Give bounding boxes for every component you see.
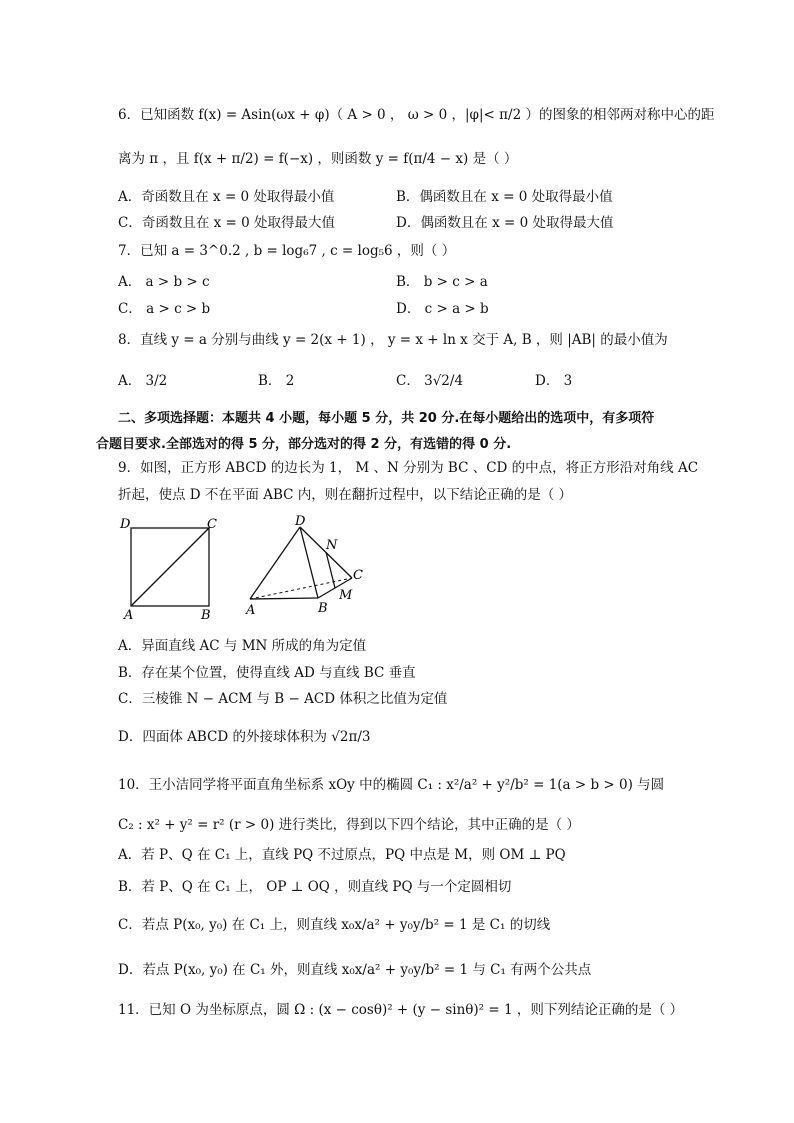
q10-option-a: A．若 P、Q 在 C₁ 上，直线 PQ 不过原点，PQ 中点是 M，则 OM ⊥ PQ (118, 847, 566, 863)
tetrahedron-diagram (245, 514, 363, 618)
q10-option-d: D．若点 P(x₀, y₀) 在 C₁ 外，则直线 x₀x/a² + y₀y/b² = 1 与 C₁ 有两个公共点 (118, 962, 592, 978)
q6-option-a: A．奇函数且在 x = 0 处取得最小值 (118, 189, 335, 205)
label-c: C (207, 517, 217, 532)
label-a: A (124, 608, 134, 622)
q9-option-d: D．四面体 ABCD 的外接球体积为 √2π/3 (118, 729, 371, 745)
square-diagram (119, 517, 217, 622)
q9-stem-line2: 折起，使点 D 不在平面 ABC 内，则在翻折过程中，以下结论正确的是（ ） (118, 487, 573, 503)
q8-option-c: C． 3√2/4 (396, 373, 464, 389)
q10-option-c: C．若点 P(x₀, y₀) 在 C₁ 上，则直线 x₀x/a² + y₀y/b² = 1 是 C₁ 的切线 (118, 917, 551, 933)
q8-option-b: B． 2 (258, 373, 295, 389)
q9-figure (115, 512, 375, 622)
q8-stem: 8．直线 y = a 分别与曲线 y = 2(x + 1) ， y = x + ln x 交于 A, B ，则 |AB| 的最小值为 (118, 332, 668, 348)
label-d2: D (295, 514, 306, 529)
q9-stem-line1: 9．如图，正方形 ABCD 的边长为 1， M 、N 分别为 BC 、CD 的中点，将正方形沿对角线 AC (118, 460, 699, 476)
q6-option-b: B．偶函数且在 x = 0 处取得最小值 (396, 189, 613, 205)
label-n: N (326, 538, 338, 553)
q9-option-c: C．三棱锥 N − ACM 与 B − ACD 体积之比值为定值 (118, 691, 448, 707)
q7-option-c: C． a > c > b (118, 301, 211, 317)
q6-option-c: C．奇函数且在 x = 0 处取得最大值 (118, 215, 336, 231)
label-d: D (120, 517, 131, 532)
section2-heading-line2: 合题目要求.全部选对的得 5 分，部分选对的得 2 分，有选错的得 0 分. (96, 437, 512, 452)
q7-stem: 7．已知 a = 3^0.2 , b = log₆7 , c = log₅6 ，则（ ） (118, 243, 456, 259)
q6-stem-line2: 离为 π ，且 f(x + π/2) = f(−x) ，则函数 y = f(π/4 − x) 是（ ） (118, 151, 518, 167)
q9-option-a: A．异面直线 AC 与 MN 所成的角为定值 (118, 638, 367, 654)
label-m: M (339, 588, 353, 603)
label-b2: B (318, 601, 328, 616)
q7-option-d: D． c > a > b (396, 301, 489, 317)
q10-stem-line1: 10．王小洁同学将平面直角坐标系 xOy 中的椭圆 C₁ : x²/a² + y²/b² = 1(a > b > 0) 与圆 (118, 777, 665, 793)
q10-option-b: B．若 P、Q 在 C₁ 上， OP ⊥ OQ ，则直线 PQ 与一个定圆相切 (118, 879, 512, 895)
label-c2: C (353, 568, 363, 583)
q7-option-b: B． b > c > a (396, 274, 488, 290)
q6-option-d: D．偶函数且在 x = 0 处取得最大值 (396, 215, 614, 231)
q6-stem-line1: 6．已知函数 f(x) = Asin(ωx + φ)（ A > 0 ， ω > 0 ，|φ|< π/2 ）的图象的相邻两对称中心的距 (118, 107, 715, 123)
label-a2: A (246, 603, 256, 618)
label-b: B (201, 608, 211, 622)
q7-option-a: A． a > b > c (118, 274, 210, 290)
q11-stem: 11．已知 O 为坐标原点，圆 Ω : (x − cosθ)² + (y − sinθ)² = 1 ，则下列结论正确的是（ ） (118, 1002, 684, 1018)
q8-option-d: D． 3 (535, 373, 573, 389)
q9-option-b: B．存在某个位置，使得直线 AD 与直线 BC 垂直 (118, 665, 416, 681)
q10-stem-line2: C₂ : x² + y² = r² (r > 0) 进行类比，得到以下四个结论，其中正确的是（ ） (118, 817, 580, 833)
q8-option-a: A． 3/2 (118, 373, 168, 389)
section2-heading-line1: 二、多项选择题：本题共 4 小题，每小题 5 分，共 20 分.在每小题给出的选项中，有多项符 (118, 411, 655, 426)
